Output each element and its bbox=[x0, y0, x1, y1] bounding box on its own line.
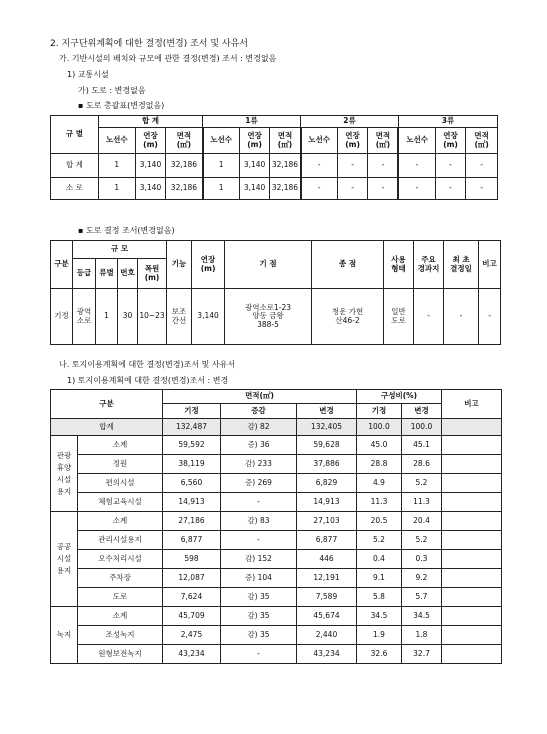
header-cell: 면적(㎡) bbox=[163, 390, 357, 404]
table-cell: 1.8 bbox=[402, 626, 442, 645]
table-cell: - bbox=[368, 178, 399, 200]
table-cell bbox=[442, 512, 502, 531]
table-cell: 12,087 bbox=[163, 569, 221, 588]
table-cell: 기정 bbox=[51, 289, 73, 345]
table-cell bbox=[442, 419, 502, 436]
table-cell: 광역 소로 bbox=[73, 289, 96, 345]
table-cell bbox=[442, 455, 502, 474]
table-cell: 소계 bbox=[78, 607, 163, 626]
road-decision-table bbox=[50, 240, 501, 345]
table-cell: - bbox=[221, 531, 297, 550]
group-cell: 녹지 bbox=[51, 607, 78, 664]
table-cell: 오수처리시설 bbox=[78, 550, 163, 569]
table-cell bbox=[442, 531, 502, 550]
table-cell: 소 로 bbox=[51, 178, 99, 200]
table-cell: - bbox=[221, 493, 297, 512]
table-cell: 도로 bbox=[78, 588, 163, 607]
header-cell: 변경 bbox=[402, 404, 442, 419]
table-cell: 32,186 bbox=[166, 154, 203, 178]
table-cell: 28.8 bbox=[357, 455, 402, 474]
table-cell bbox=[442, 493, 502, 512]
table-cell: 조성녹지 bbox=[78, 626, 163, 645]
header-cell: 면적 (㎡) bbox=[270, 128, 301, 154]
item-heading: 1) 토지이용계획에 대한 결정(변경)조서 : 변경 bbox=[67, 376, 229, 385]
table-cell: 32.7 bbox=[402, 645, 442, 664]
table-cell: 9.1 bbox=[357, 569, 402, 588]
table-cell: 3,140 bbox=[239, 178, 270, 200]
table-row bbox=[51, 531, 502, 550]
table-cell: 2,440 bbox=[297, 626, 357, 645]
table-cell: 10~23 bbox=[138, 289, 167, 345]
table-row bbox=[51, 569, 502, 588]
header-cell: 노선수 bbox=[203, 128, 240, 154]
header-cell: 노선수 bbox=[398, 128, 435, 154]
table-cell: 9.2 bbox=[402, 569, 442, 588]
table-cell: 1 bbox=[203, 178, 240, 200]
table-cell: 5.2 bbox=[357, 531, 402, 550]
header-cell: 비고 bbox=[442, 390, 502, 419]
table-cell: - bbox=[368, 154, 399, 178]
header-cell: 3류 bbox=[398, 116, 497, 128]
header-cell: 기 점 bbox=[225, 241, 312, 289]
table-cell: - bbox=[479, 289, 501, 345]
table-cell: 43,234 bbox=[163, 645, 221, 664]
header-cell: 구성비(%) bbox=[357, 390, 442, 404]
table-cell: 20.5 bbox=[357, 512, 402, 531]
table-cell: 주차장 bbox=[78, 569, 163, 588]
table-cell: - bbox=[221, 645, 297, 664]
table-cell: 20.4 bbox=[402, 512, 442, 531]
table-cell: 감) 83 bbox=[221, 512, 297, 531]
table-cell: 6,877 bbox=[297, 531, 357, 550]
table-cell: - bbox=[466, 178, 498, 200]
table-row bbox=[51, 436, 502, 455]
table-cell: 32.6 bbox=[357, 645, 402, 664]
header-cell: 사용 형태 bbox=[384, 241, 414, 289]
subsection-heading: 나. 토지이용계획에 대한 결정(변경)조서 및 사유서 bbox=[59, 360, 236, 369]
table-cell: 1 bbox=[96, 289, 118, 345]
table-cell: 59,628 bbox=[297, 436, 357, 455]
table-cell: 감) 35 bbox=[221, 588, 297, 607]
table-cell: 체험교육시설 bbox=[78, 493, 163, 512]
table-cell: 32,186 bbox=[270, 178, 301, 200]
table-cell: 12,191 bbox=[297, 569, 357, 588]
table-cell: 광역소로1-23 양동 금왕 388-5 bbox=[225, 289, 312, 345]
table-cell: 감) 35 bbox=[221, 626, 297, 645]
table-cell bbox=[442, 626, 502, 645]
table-cell: - bbox=[398, 178, 435, 200]
table-row bbox=[51, 419, 502, 436]
road-summary-table bbox=[50, 115, 498, 200]
table-cell: 소계 bbox=[78, 436, 163, 455]
table-cell: 0.3 bbox=[402, 550, 442, 569]
table-cell: 7,624 bbox=[163, 588, 221, 607]
header-cell: 연장 (m) bbox=[239, 128, 270, 154]
header-cell: 규 모 bbox=[73, 241, 167, 259]
table-cell: 증) 269 bbox=[221, 474, 297, 493]
table-cell bbox=[442, 645, 502, 664]
table-cell bbox=[442, 436, 502, 455]
table-cell: 6,877 bbox=[163, 531, 221, 550]
header-cell: 연장 (m) bbox=[435, 128, 466, 154]
group-cell: 관광 휴양 시설 용지 bbox=[51, 436, 78, 512]
table-cell: - bbox=[435, 178, 466, 200]
table-cell: 편의시설 bbox=[78, 474, 163, 493]
table-cell: 3,140 bbox=[192, 289, 225, 345]
table-cell: 관리시설용지 bbox=[78, 531, 163, 550]
table-cell: 5.7 bbox=[402, 588, 442, 607]
table-cell: 446 bbox=[297, 550, 357, 569]
land-use-table bbox=[50, 389, 502, 664]
table-row bbox=[51, 645, 502, 664]
table-cell: 28.6 bbox=[402, 455, 442, 474]
table-cell: 5.2 bbox=[402, 474, 442, 493]
header-cell: 등급 bbox=[73, 259, 96, 289]
table-caption: ▪ 도로 총괄표(변경없음) bbox=[78, 101, 165, 110]
table-cell: 5.8 bbox=[357, 588, 402, 607]
header-cell: 면적 (㎡) bbox=[466, 128, 498, 154]
table-row bbox=[51, 493, 502, 512]
table-cell: 4.9 bbox=[357, 474, 402, 493]
table-cell: 45,674 bbox=[297, 607, 357, 626]
table-cell: 14,913 bbox=[297, 493, 357, 512]
table-cell: 11.3 bbox=[402, 493, 442, 512]
table-cell: 합 계 bbox=[51, 154, 99, 178]
table-cell: 6,829 bbox=[297, 474, 357, 493]
table-cell: 1 bbox=[98, 178, 135, 200]
item-heading: 가) 도로 : 변경없음 bbox=[78, 86, 146, 95]
table-cell: 1.9 bbox=[357, 626, 402, 645]
table-cell: - bbox=[398, 154, 435, 178]
header-cell: 합 계 bbox=[98, 116, 202, 128]
table-cell: - bbox=[337, 178, 368, 200]
table-cell bbox=[442, 607, 502, 626]
table-caption: ▪ 도로 결정 조서(변경없음) bbox=[78, 226, 175, 235]
table-cell: 감) 233 bbox=[221, 455, 297, 474]
header-cell: 주요 경과지 bbox=[414, 241, 444, 289]
table-cell: 0.4 bbox=[357, 550, 402, 569]
table-cell: 45.0 bbox=[357, 436, 402, 455]
table-cell: 감) 35 bbox=[221, 607, 297, 626]
header-cell: 1류 bbox=[203, 116, 301, 128]
table-cell: 38,119 bbox=[163, 455, 221, 474]
header-cell: 최 초 결정일 bbox=[444, 241, 479, 289]
table-cell: 100.0 bbox=[357, 419, 402, 436]
table-row bbox=[51, 626, 502, 645]
table-cell: - bbox=[466, 154, 498, 178]
table-cell bbox=[442, 569, 502, 588]
table-cell: 원형보전녹지 bbox=[78, 645, 163, 664]
table-cell: 132,487 bbox=[163, 419, 221, 436]
header-cell: 번호 bbox=[118, 259, 138, 289]
header-cell: 증감 bbox=[221, 404, 297, 419]
table-cell bbox=[442, 550, 502, 569]
header-cell: 변경 bbox=[297, 404, 357, 419]
table-cell bbox=[442, 588, 502, 607]
header-cell: 연장 (m) bbox=[337, 128, 368, 154]
table-cell: - bbox=[301, 178, 338, 200]
header-cell: 종 점 bbox=[312, 241, 384, 289]
table-cell: 27,103 bbox=[297, 512, 357, 531]
table-row bbox=[51, 550, 502, 569]
table-cell: 2,475 bbox=[163, 626, 221, 645]
table-cell: 5.2 bbox=[402, 531, 442, 550]
table-cell: 7,589 bbox=[297, 588, 357, 607]
table-cell: 소계 bbox=[78, 512, 163, 531]
table-cell: 6,560 bbox=[163, 474, 221, 493]
table-cell: - bbox=[435, 154, 466, 178]
header-cell: 구분 bbox=[51, 241, 73, 289]
table-cell: 34.5 bbox=[402, 607, 442, 626]
table-cell: 증) 104 bbox=[221, 569, 297, 588]
header-cell: 연장 (m) bbox=[192, 241, 225, 289]
header-cell: 면적 (㎡) bbox=[368, 128, 399, 154]
table-cell: 1 bbox=[98, 154, 135, 178]
header-cell: 폭원 (m) bbox=[138, 259, 167, 289]
header-cell: 기능 bbox=[167, 241, 192, 289]
table-cell: 45.1 bbox=[402, 436, 442, 455]
table-cell: - bbox=[444, 289, 479, 345]
table-cell: 45,709 bbox=[163, 607, 221, 626]
table-cell: 3,140 bbox=[239, 154, 270, 178]
section-heading: 2. 지구단위계획에 대한 결정(변경) 조서 및 사유서 bbox=[50, 39, 248, 49]
table-cell: 청운 가현 산46-2 bbox=[312, 289, 384, 345]
table-cell: 132,405 bbox=[297, 419, 357, 436]
table-cell: 보조 간선 bbox=[167, 289, 192, 345]
table-cell: 감) 152 bbox=[221, 550, 297, 569]
table-cell: 3,140 bbox=[135, 178, 166, 200]
table-cell: 37,886 bbox=[297, 455, 357, 474]
header-cell: 노선수 bbox=[301, 128, 338, 154]
table-cell: 59,592 bbox=[163, 436, 221, 455]
header-cell: 규 별 bbox=[51, 116, 99, 154]
subsection-heading: 가. 기반시설의 배치와 규모에 관한 결정(변경) 조서 : 변경없음 bbox=[59, 54, 277, 63]
header-cell: 기정 bbox=[163, 404, 221, 419]
header-cell: 노선수 bbox=[98, 128, 135, 154]
table-cell: 11.3 bbox=[357, 493, 402, 512]
table-cell: 정원 bbox=[78, 455, 163, 474]
table-cell: 32,186 bbox=[166, 178, 203, 200]
table-cell: 일반 도로 bbox=[384, 289, 414, 345]
table-cell: - bbox=[337, 154, 368, 178]
table-row bbox=[51, 455, 502, 474]
table-cell: 598 bbox=[163, 550, 221, 569]
group-cell: 공공 시설 용지 bbox=[51, 512, 78, 607]
table-cell: 27,186 bbox=[163, 512, 221, 531]
table-row bbox=[51, 607, 502, 626]
item-heading: 1) 교통시설 bbox=[67, 70, 109, 79]
table-cell: 1 bbox=[203, 154, 240, 178]
table-cell: 100.0 bbox=[402, 419, 442, 436]
table-cell bbox=[442, 474, 502, 493]
table-cell: 증) 36 bbox=[221, 436, 297, 455]
header-cell: 면적 (㎡) bbox=[166, 128, 203, 154]
table-cell: 합계 bbox=[51, 419, 163, 436]
table-row bbox=[51, 512, 502, 531]
table-cell: 43,234 bbox=[297, 645, 357, 664]
header-cell: 2류 bbox=[301, 116, 399, 128]
table-cell: - bbox=[301, 154, 338, 178]
header-cell: 비고 bbox=[479, 241, 501, 289]
table-cell: 감) 82 bbox=[221, 419, 297, 436]
table-row bbox=[51, 178, 498, 200]
table-cell: 32,186 bbox=[270, 154, 301, 178]
table-cell: 30 bbox=[118, 289, 138, 345]
header-cell: 연장 (m) bbox=[135, 128, 166, 154]
table-row bbox=[51, 154, 498, 178]
header-cell: 기정 bbox=[357, 404, 402, 419]
header-cell: 류별 bbox=[96, 259, 118, 289]
table-cell: 3,140 bbox=[135, 154, 166, 178]
table-cell: 14,913 bbox=[163, 493, 221, 512]
header-cell: 구분 bbox=[51, 390, 163, 419]
table-row bbox=[51, 474, 502, 493]
table-row bbox=[51, 588, 502, 607]
table-cell: - bbox=[414, 289, 444, 345]
table-cell: 34.5 bbox=[357, 607, 402, 626]
